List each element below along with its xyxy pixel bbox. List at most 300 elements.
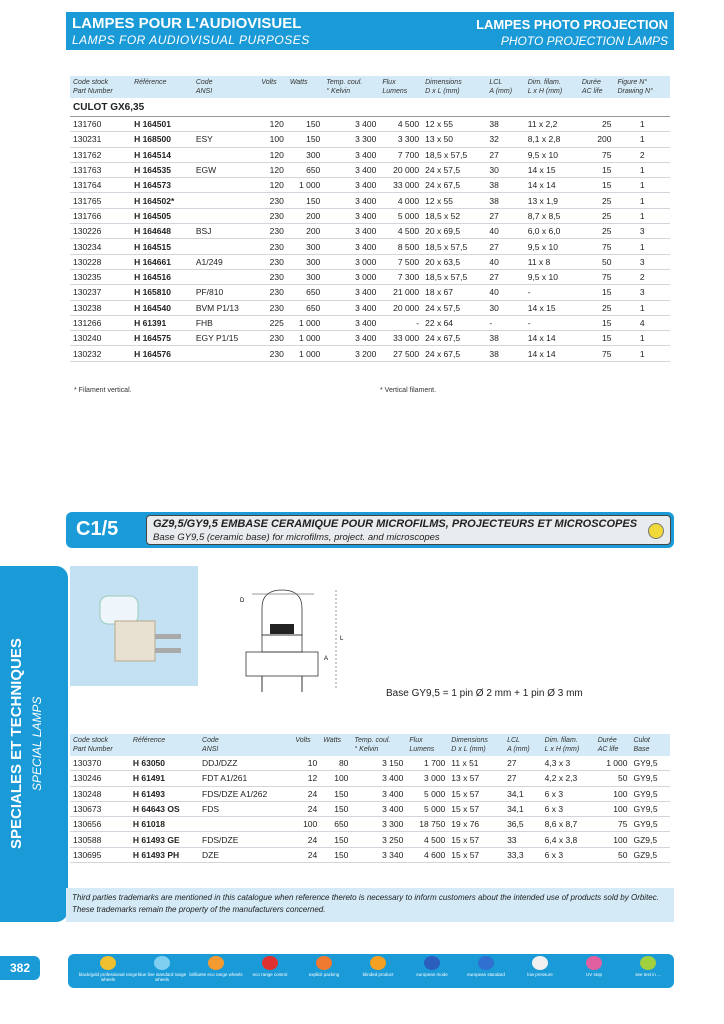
table-cell: 1 000 <box>595 756 631 771</box>
table-cell: 3 400 <box>351 801 406 816</box>
table-cell: 3 400 <box>351 771 406 786</box>
table-cell: 3 400 <box>323 208 379 223</box>
table-cell: 22 x 64 <box>422 315 486 330</box>
table-cell: 3 150 <box>351 756 406 771</box>
table-cell: 27 500 <box>379 346 422 361</box>
table-row <box>70 300 670 315</box>
column-header <box>595 734 631 756</box>
table-cell <box>193 193 259 208</box>
table-cell: PF/810 <box>193 285 259 300</box>
table-cell: 33 <box>504 832 542 847</box>
table-cell <box>193 178 259 193</box>
table-cell <box>193 239 259 254</box>
table-cell: 38 <box>486 193 524 208</box>
table-cell: 15 <box>579 315 615 330</box>
table-row <box>70 847 670 862</box>
table-cell: 14 x 14 <box>525 346 579 361</box>
table-cell: 3 400 <box>323 178 379 193</box>
table-cell: 650 <box>287 300 323 315</box>
table-cell: 3 000 <box>323 254 379 269</box>
table-cell: - <box>525 315 579 330</box>
table-cell: 15 <box>579 285 615 300</box>
table-cell: 7 700 <box>379 147 422 162</box>
section-title-fr: GZ9,5/GY9,5 EMBASE CERAMIQUE POUR MICROFILMS, PROJECTEURS ET MICROSCOPES <box>153 518 638 530</box>
table-cell: 75 <box>579 346 615 361</box>
table-cell: 230 <box>258 285 286 300</box>
table-cell <box>193 208 259 223</box>
table-cell: 650 <box>287 285 323 300</box>
symbol-legend <box>68 954 674 988</box>
table-row <box>70 771 670 786</box>
table-cell: H 61493 PH <box>130 847 199 862</box>
legend-symbol-icon <box>424 956 440 970</box>
table-cell: 21 000 <box>379 285 422 300</box>
column-header-line1: Durée <box>581 79 601 86</box>
table-cell: 131266 <box>70 315 131 330</box>
table-cell: 230 <box>258 193 286 208</box>
table-cell: H 64643 OS <box>130 801 199 816</box>
table-cell: 18 750 <box>406 817 448 832</box>
table-cell: GY9,5 <box>630 801 670 816</box>
table-cell: GY9,5 <box>630 771 670 786</box>
table-cell: 15 x 57 <box>448 786 504 801</box>
table-cell: 1 <box>614 117 670 132</box>
table-cell: 3 <box>614 285 670 300</box>
table-cell: 25 <box>579 300 615 315</box>
table-cell: 38 <box>486 117 524 132</box>
table-cell: 19 x 76 <box>448 817 504 832</box>
base-note: Base GY9,5 = 1 pin Ø 2 mm + 1 pin Ø 3 mm <box>386 688 583 699</box>
table-cell: 6,4 x 3,8 <box>542 832 595 847</box>
table-cell: 1 <box>614 208 670 223</box>
column-header <box>379 76 422 98</box>
table-cell: 40 <box>486 285 524 300</box>
table-cell: 100 <box>595 801 631 816</box>
legend-symbol-icon <box>154 956 170 970</box>
table-cell: 18,5 x 52 <box>422 208 486 223</box>
column-header-line2: AC life <box>597 746 619 753</box>
table-cell <box>199 817 292 832</box>
table-cell: 150 <box>320 832 351 847</box>
section-banner <box>66 512 674 548</box>
table-cell: 24 <box>292 832 320 847</box>
column-header-line2: Lumens <box>382 88 408 95</box>
table-cell: 13 x 57 <box>448 771 504 786</box>
legend-label: eco range control <box>252 972 288 977</box>
table-cell: H 165810 <box>131 285 193 300</box>
column-header <box>504 734 542 756</box>
column-header <box>130 734 199 756</box>
table-cell: 230 <box>258 239 286 254</box>
table-cell: 230 <box>258 269 286 284</box>
column-header-line1: Watts <box>289 79 308 86</box>
column-header <box>70 76 131 98</box>
table-cell: 230 <box>258 331 286 346</box>
table-cell: - <box>379 315 422 330</box>
table-cell: 230 <box>258 224 286 239</box>
column-header-line2: A (mm) <box>507 746 530 753</box>
table-cell: EGW <box>193 162 259 177</box>
drawing-label-l: L <box>340 636 344 642</box>
column-header-line1: Référence <box>134 79 167 86</box>
table-row <box>70 208 670 223</box>
table-cell: 131764 <box>70 178 131 193</box>
table-cell: 1 000 <box>287 346 323 361</box>
table-cell: 300 <box>287 147 323 162</box>
table-cell: 1 <box>614 346 670 361</box>
table-cell: 6,0 x 6,0 <box>525 224 579 239</box>
table-cell: 200 <box>287 224 323 239</box>
column-header <box>131 76 193 98</box>
sidebar-fr: SPECIALES ET TECHNIQUES <box>8 638 25 850</box>
table-cell: 130656 <box>70 817 130 832</box>
table-row <box>70 269 670 284</box>
table-cell: H 164514 <box>131 147 193 162</box>
column-header-line1: Dimensions <box>425 79 462 86</box>
table-cell: 4,3 x 3 <box>542 756 595 771</box>
legend-symbol-icon <box>586 956 602 970</box>
sidebar-en: SPECIAL LAMPS <box>30 696 44 792</box>
table-cell: 131765 <box>70 193 131 208</box>
table-cell: 6 x 3 <box>542 786 595 801</box>
table-cell: 4 500 <box>379 224 422 239</box>
table-cell: 130370 <box>70 756 130 771</box>
table-cell: 8 500 <box>379 239 422 254</box>
table-cell: FDS <box>199 801 292 816</box>
table-cell: 4,2 x 2,3 <box>542 771 595 786</box>
table-cell: 130231 <box>70 132 131 147</box>
table-cell: 11 x 2,2 <box>525 117 579 132</box>
table-cell: H 61018 <box>130 817 199 832</box>
column-header-line2: Drawing N° <box>617 88 653 95</box>
column-header-line2: L x H (mm) <box>544 746 580 753</box>
table-cell: 130226 <box>70 224 131 239</box>
table-cell: A1/249 <box>193 254 259 269</box>
table-cell: 100 <box>595 832 631 847</box>
legend-label: european standard <box>467 972 505 977</box>
legend-symbol-icon <box>370 956 386 970</box>
table-cell: 14 x 14 <box>525 331 579 346</box>
legend-item <box>240 956 300 977</box>
table-cell: 150 <box>287 117 323 132</box>
table-cell: 24 x 57,5 <box>422 300 486 315</box>
table-cell: H 164576 <box>131 346 193 361</box>
table-cell: 33 000 <box>379 178 422 193</box>
table-cell: 150 <box>320 847 351 862</box>
table-cell: 4 <box>614 315 670 330</box>
table-cell: H 164501 <box>131 117 193 132</box>
table-cell: 3 400 <box>323 239 379 254</box>
legend-item <box>402 956 462 977</box>
column-header-line1: Flux <box>382 79 396 86</box>
column-header-line2: ° Kelvin <box>326 88 351 95</box>
table-cell: GY9,5 <box>630 756 670 771</box>
table-cell: 14 x 14 <box>525 178 579 193</box>
header-en-title: LAMPS FOR AUDIOVISUAL PURPOSES <box>72 33 310 47</box>
table-cell: 225 <box>258 315 286 330</box>
table-cell: H 61493 <box>130 786 199 801</box>
table-cell: 36,5 <box>504 817 542 832</box>
table-cell: 130695 <box>70 847 130 862</box>
legend-item <box>456 956 516 977</box>
table-cell: H 164502* <box>131 193 193 208</box>
column-header-line2: Base <box>633 746 650 753</box>
column-header-line1: LCL <box>507 737 520 744</box>
table-cell: BSJ <box>193 224 259 239</box>
table-cell: H 164535 <box>131 162 193 177</box>
legend-label: european mode <box>416 972 448 977</box>
table-cell: - <box>525 285 579 300</box>
table-cell: 1 000 <box>287 178 323 193</box>
table-cell: 3 400 <box>323 117 379 132</box>
table-header-row <box>70 76 670 98</box>
table-cell: 9,5 x 10 <box>525 269 579 284</box>
table-cell: 3 250 <box>351 832 406 847</box>
column-header-line2: Part Number <box>73 746 113 753</box>
table-cell: 24 <box>292 847 320 862</box>
column-header <box>542 734 595 756</box>
legend-item <box>348 956 408 977</box>
culot-label: CULOT GX6,35 <box>70 98 670 117</box>
table-row <box>70 801 670 816</box>
table-cell: 3 300 <box>351 817 406 832</box>
column-header-line1: Figure N° <box>617 79 648 86</box>
table-cell: 1 <box>614 162 670 177</box>
table-cell: 50 <box>579 254 615 269</box>
column-header-line1: LCL <box>489 79 503 86</box>
table-row <box>70 147 670 162</box>
table-cell <box>193 117 259 132</box>
table-row <box>70 193 670 208</box>
legend-label: low pressure <box>527 972 553 977</box>
section-title-bar <box>146 515 671 545</box>
table-cell: 15 x 57 <box>448 801 504 816</box>
table-cell: 120 <box>258 117 286 132</box>
column-header <box>486 76 524 98</box>
column-header-line1: Flux <box>409 737 423 744</box>
column-header-line1: Code stock <box>73 737 109 744</box>
table-cell: 13 x 1,9 <box>525 193 579 208</box>
column-header-line2: Part Number <box>73 88 113 95</box>
table-row <box>70 817 670 832</box>
table-row <box>70 756 670 771</box>
table-cell: 25 <box>579 224 615 239</box>
table-cell: 33,3 <box>504 847 542 862</box>
table-cell: 130240 <box>70 331 131 346</box>
table-row <box>70 285 670 300</box>
table-cell: 150 <box>287 193 323 208</box>
column-header-line2: ANSI <box>195 88 213 95</box>
table-cell: H 164575 <box>131 331 193 346</box>
column-header-line2: D x L (mm) <box>451 746 486 753</box>
legend-item <box>78 956 138 982</box>
table-cell: 15 x 57 <box>448 832 504 847</box>
table-cell: 8,1 x 2,8 <box>525 132 579 147</box>
lamp-table-gy95 <box>70 734 670 863</box>
table-cell: 5 000 <box>406 801 448 816</box>
table-cell: 100 <box>320 771 351 786</box>
legend-label: blue line standard range wheels <box>137 972 187 982</box>
table-cell: 75 <box>579 269 615 284</box>
table-cell: 11 x 8 <box>525 254 579 269</box>
table-cell: 1 <box>614 193 670 208</box>
table-cell: H 61491 <box>130 771 199 786</box>
table-cell: 130588 <box>70 832 130 847</box>
table-cell <box>193 346 259 361</box>
column-header <box>323 76 379 98</box>
table-cell: H 164661 <box>131 254 193 269</box>
table-cell: GZ9,5 <box>630 832 670 847</box>
table-cell: 130673 <box>70 801 130 816</box>
table-cell: 2 <box>614 269 670 284</box>
table-cell: 27 <box>504 756 542 771</box>
table-row <box>70 346 670 361</box>
footnote-en: * Vertical filament. <box>380 387 437 394</box>
table-cell: 14 x 15 <box>525 162 579 177</box>
column-header <box>258 76 286 98</box>
table-cell: 3 400 <box>323 331 379 346</box>
column-header <box>351 734 406 756</box>
lamp-technical-drawing <box>232 580 362 700</box>
table-cell: 3 <box>614 224 670 239</box>
table-cell: 7 300 <box>379 269 422 284</box>
table-cell: 300 <box>287 254 323 269</box>
table-cell: 24 x 67,5 <box>422 346 486 361</box>
legend-item <box>186 956 246 977</box>
legend-label: UV stop <box>585 972 602 977</box>
table-cell: 18,5 x 57,5 <box>422 147 486 162</box>
table-cell: 12 x 55 <box>422 117 486 132</box>
table-cell: 120 <box>258 147 286 162</box>
column-header-line2: ° Kelvin <box>354 746 379 753</box>
table-cell: 18,5 x 57,5 <box>422 269 486 284</box>
table-cell: H 164505 <box>131 208 193 223</box>
legend-symbol-icon <box>640 956 656 970</box>
column-header-line1: Watts <box>323 737 342 744</box>
table-cell: 38 <box>486 331 524 346</box>
table-cell: 10 <box>292 756 320 771</box>
column-header <box>292 734 320 756</box>
table-cell: 24 <box>292 786 320 801</box>
table-cell: ESY <box>193 132 259 147</box>
column-header-line1: Dim. filam. <box>527 79 561 86</box>
column-header-line2: Lumens <box>409 746 435 753</box>
table-cell: 9,5 x 10 <box>525 147 579 162</box>
table-row <box>70 254 670 269</box>
lamp-table-gx635 <box>70 76 670 362</box>
table-cell: 75 <box>579 147 615 162</box>
table-cell: 100 <box>258 132 286 147</box>
column-header-line1: Dimensions <box>451 737 488 744</box>
table-cell: 3 400 <box>323 193 379 208</box>
table-cell: 20 x 69,5 <box>422 224 486 239</box>
table-row <box>70 178 670 193</box>
table-cell: 38 <box>486 178 524 193</box>
table-cell: 131760 <box>70 117 131 132</box>
legend-item <box>618 956 678 977</box>
table-cell: 27 <box>504 771 542 786</box>
table-cell: 8,7 x 8,5 <box>525 208 579 223</box>
table-cell: 4 600 <box>406 847 448 862</box>
section-code: C1/5 <box>76 518 119 540</box>
table-cell: 15 x 57 <box>448 847 504 862</box>
table-cell: 1 <box>614 239 670 254</box>
table-cell: 24 x 57,5 <box>422 162 486 177</box>
column-header-line2: D x L (mm) <box>425 88 460 95</box>
table-cell: BVM P1/13 <box>193 300 259 315</box>
table-cell: 150 <box>320 786 351 801</box>
table-row <box>70 162 670 177</box>
table-cell: 80 <box>320 756 351 771</box>
legend-item <box>564 956 624 977</box>
table-cell: 20 000 <box>379 162 422 177</box>
column-header-line1: Volts <box>295 737 311 744</box>
drawing-label-d: D <box>240 598 245 604</box>
table-cell: GY9,5 <box>630 817 670 832</box>
legend-item <box>294 956 354 977</box>
table-cell: 150 <box>287 132 323 147</box>
column-header-line2: ANSI <box>202 746 219 753</box>
table-cell: 1 <box>614 178 670 193</box>
table-cell: 14 x 15 <box>525 300 579 315</box>
table-cell: 3 300 <box>379 132 422 147</box>
table-cell: 300 <box>287 239 323 254</box>
column-header <box>614 76 670 98</box>
table-cell: 75 <box>579 239 615 254</box>
table-cell: H 63050 <box>130 756 199 771</box>
table-cell: 3 000 <box>406 771 448 786</box>
footnote-fr: * Filament vertical. <box>74 387 132 394</box>
table-cell: 3 400 <box>323 162 379 177</box>
table-cell: 27 <box>486 147 524 162</box>
legend-item <box>510 956 570 977</box>
table-cell: 100 <box>292 817 320 832</box>
table-cell: 1 700 <box>406 756 448 771</box>
table-cell: 3 400 <box>323 224 379 239</box>
table-cell: H 164540 <box>131 300 193 315</box>
legend-symbol-icon <box>262 956 278 970</box>
legend-symbol-icon <box>316 956 332 970</box>
column-header-line1: Code stock <box>73 79 109 86</box>
column-header-line1: Référence <box>132 737 166 744</box>
table-cell: 40 <box>486 254 524 269</box>
table-cell: 24 <box>292 801 320 816</box>
table-cell: 120 <box>258 178 286 193</box>
column-header-line1: Temp. coul. <box>326 79 363 86</box>
table-cell: 20 x 63,5 <box>422 254 486 269</box>
table-cell: 1 000 <box>287 331 323 346</box>
column-header-line1: Culot <box>633 737 650 744</box>
table-cell: 25 <box>579 193 615 208</box>
column-header-line1: Volts <box>261 79 277 86</box>
table-cell: 2 <box>614 147 670 162</box>
table-cell: 13 x 50 <box>422 132 486 147</box>
table-cell: 27 <box>486 269 524 284</box>
legend-item <box>132 956 192 982</box>
table-cell: 130228 <box>70 254 131 269</box>
table-cell: 24 x 67,5 <box>422 331 486 346</box>
table-row <box>70 239 670 254</box>
column-header <box>406 734 448 756</box>
table-cell: FDS/DZE <box>199 832 292 847</box>
table-cell: 3 400 <box>323 147 379 162</box>
column-header <box>199 734 292 756</box>
table-cell: 3 400 <box>351 786 406 801</box>
header-en-right: PHOTO PROJECTION LAMPS <box>500 34 668 48</box>
table-cell: H 164573 <box>131 178 193 193</box>
table-cell: 12 x 55 <box>422 193 486 208</box>
legend-symbol-icon <box>478 956 494 970</box>
